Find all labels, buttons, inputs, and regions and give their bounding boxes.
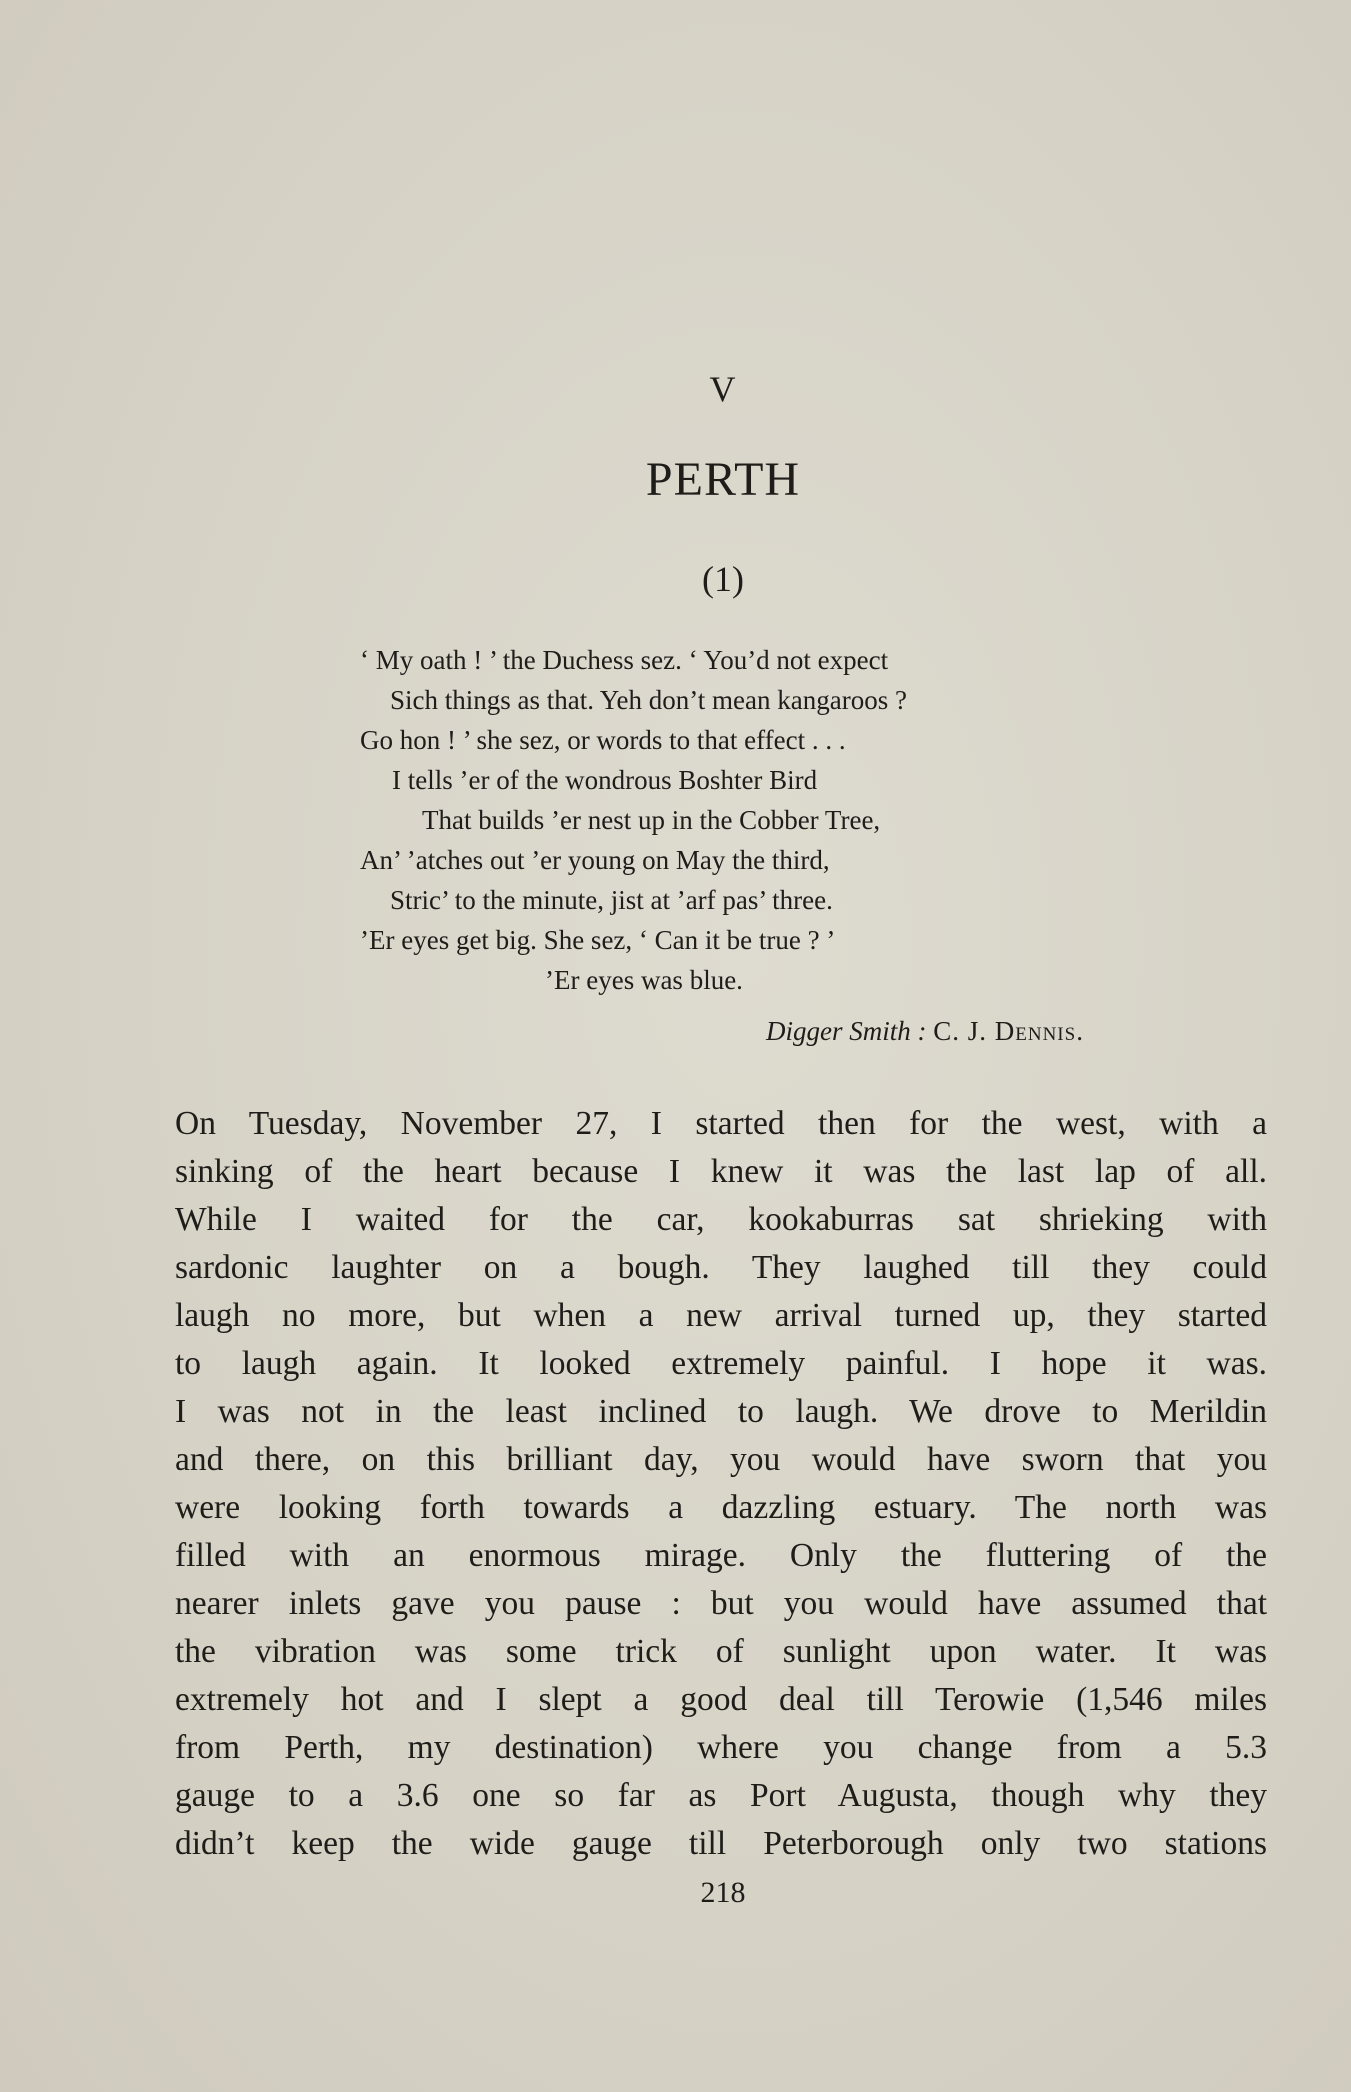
attribution-work: Digger Smith :	[766, 1016, 927, 1046]
chapter-number: V	[709, 369, 737, 409]
epigraph-attribution	[766, 1016, 1084, 1047]
poem-line: ’Er eyes was blue.	[545, 965, 743, 995]
poem-line: Go hon ! ’ she sez, or words to that effect . . .	[360, 725, 846, 755]
poem-line: ‘ My oath ! ’ the Duchess sez. ‘ You’d not expect	[360, 645, 889, 675]
poem-line: Sich things as that. Yeh don’t mean kangaroos ?	[390, 685, 907, 715]
body-line: to laugh again. It looked extremely painful. I hope it was.	[175, 1345, 1267, 1382]
body-line: On Tuesday, November 27, I started then for the west, with a	[175, 1105, 1267, 1142]
body-line: and there, on this brilliant day, you would have sworn that you	[175, 1441, 1267, 1478]
body-paragraph	[175, 1100, 1267, 1868]
attribution-author: C. J. Dennis.	[933, 1016, 1084, 1046]
body-line: gauge to a 3.6 one so far as Port Augusta, though why they	[175, 1777, 1267, 1814]
body-line: filled with an enormous mirage. Only the fluttering of the	[175, 1537, 1267, 1574]
body-line: sinking of the heart because I knew it was the last lap of all.	[175, 1153, 1267, 1190]
poem-line: An’ ’atches out ’er young on May the third,	[360, 845, 830, 875]
body-line: I was not in the least inclined to laugh. We drove to Merildin	[175, 1393, 1267, 1430]
poem-line: Stric’ to the minute, jist at ’arf pas’ three.	[390, 885, 833, 915]
body-line: nearer inlets gave you pause : but you would have assumed that	[175, 1585, 1267, 1622]
poem-line: That builds ’er nest up in the Cobber Tree,	[422, 805, 881, 835]
chapter-title: PERTH	[645, 453, 801, 506]
body-line: extremely hot and I slept a good deal till Terowie (1,546 miles	[175, 1681, 1267, 1718]
poem-line: ’Er eyes get big. She sez, ‘ Can it be true ? ’	[360, 925, 836, 955]
body-line: laugh no more, but when a new arrival turned up, they started	[175, 1297, 1267, 1334]
section-number: (1)	[702, 559, 744, 599]
body-line: were looking forth towards a dazzling estuary. The north was	[175, 1489, 1267, 1526]
body-line: the vibration was some trick of sunlight upon water. It was	[175, 1633, 1267, 1670]
body-line: didn’t keep the wide gauge till Peterborough only two stations	[175, 1825, 1267, 1862]
body-line: While I waited for the car, kookaburras sat shrieking with	[175, 1201, 1267, 1238]
body-line: from Perth, my destination) where you change from a 5.3	[175, 1729, 1267, 1766]
poem-line: I tells ’er of the wondrous Boshter Bird	[392, 765, 818, 795]
body-line: sardonic laughter on a bough. They laughed till they could	[175, 1249, 1267, 1286]
page-number: 218	[700, 1876, 746, 1909]
